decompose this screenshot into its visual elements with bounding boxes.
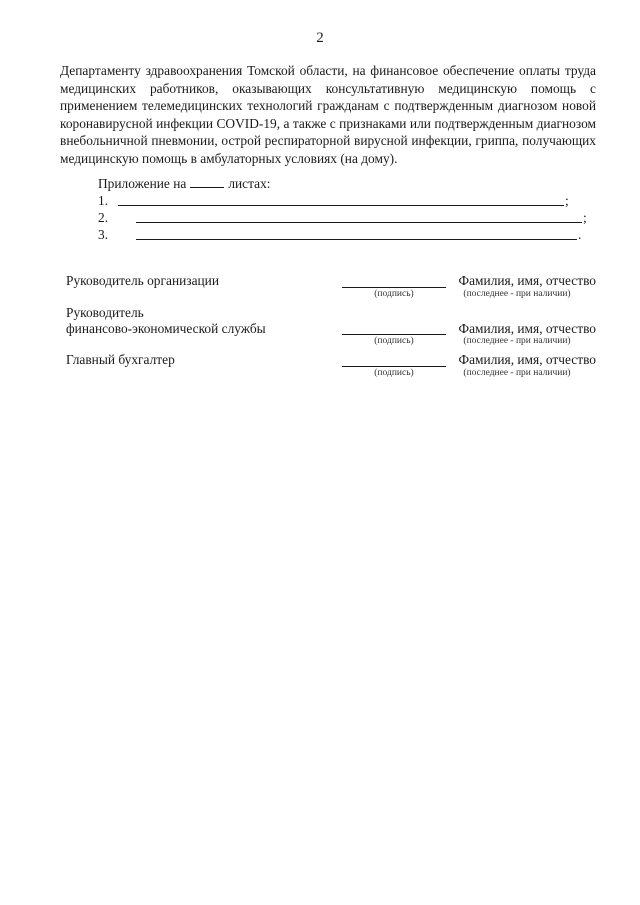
signature-role: Руководитель	[66, 305, 144, 320]
signature-line	[342, 334, 446, 335]
signature-caption: (подпись)	[374, 368, 414, 378]
name-caption: (последнее - при наличии)	[463, 368, 571, 378]
list-item-end: ;	[565, 193, 569, 208]
list-item-number: 1.	[98, 193, 109, 208]
appendix-suffix: листах:	[228, 176, 271, 191]
name-caption: (последнее - при наличии)	[463, 336, 571, 346]
signature-line	[342, 287, 446, 288]
name-label: Фамилия, имя, отчество	[458, 273, 596, 288]
list-item-blank	[118, 205, 564, 206]
list-item-end: .	[578, 227, 582, 242]
appendix-prefix: Приложение на	[98, 176, 187, 191]
name-label: Фамилия, имя, отчество	[458, 352, 596, 367]
body-paragraph: Департаменту здравоохранения Томской области, на финансовое обеспечение оплаты труда медицинских работников, оказывающих консультативную медицинскую помощь с применением телемедицинских технологий гражданам с подтвержденным диагнозом новой коронавирусной инфекции COVID-19, а также с признаками или подтвержденным диагнозом внебольничной пневмонии, острой респираторной вирусной инфекции, гриппа, получающих медицинскую помощь в амбулаторных условиях (на дому).	[60, 63, 596, 166]
list-item-number: 2.	[98, 210, 109, 225]
list-item-blank	[136, 222, 582, 223]
list-item-number: 3.	[98, 227, 109, 242]
signature-role-line2: финансово-экономической службы	[66, 321, 266, 336]
page-number: 2	[316, 30, 324, 46]
list-item-blank	[136, 239, 577, 240]
signature-caption: (подпись)	[374, 289, 414, 299]
appendix-line	[98, 175, 271, 192]
appendix-sheets-blank	[190, 175, 224, 188]
list-item-end: ;	[583, 210, 587, 225]
name-caption: (последнее - при наличии)	[463, 289, 571, 299]
signature-role: Главный бухгалтер	[66, 352, 175, 367]
name-label: Фамилия, имя, отчество	[458, 321, 596, 336]
signature-caption: (подпись)	[374, 336, 414, 346]
signature-role: Руководитель организации	[66, 273, 220, 288]
signature-line	[342, 366, 446, 367]
